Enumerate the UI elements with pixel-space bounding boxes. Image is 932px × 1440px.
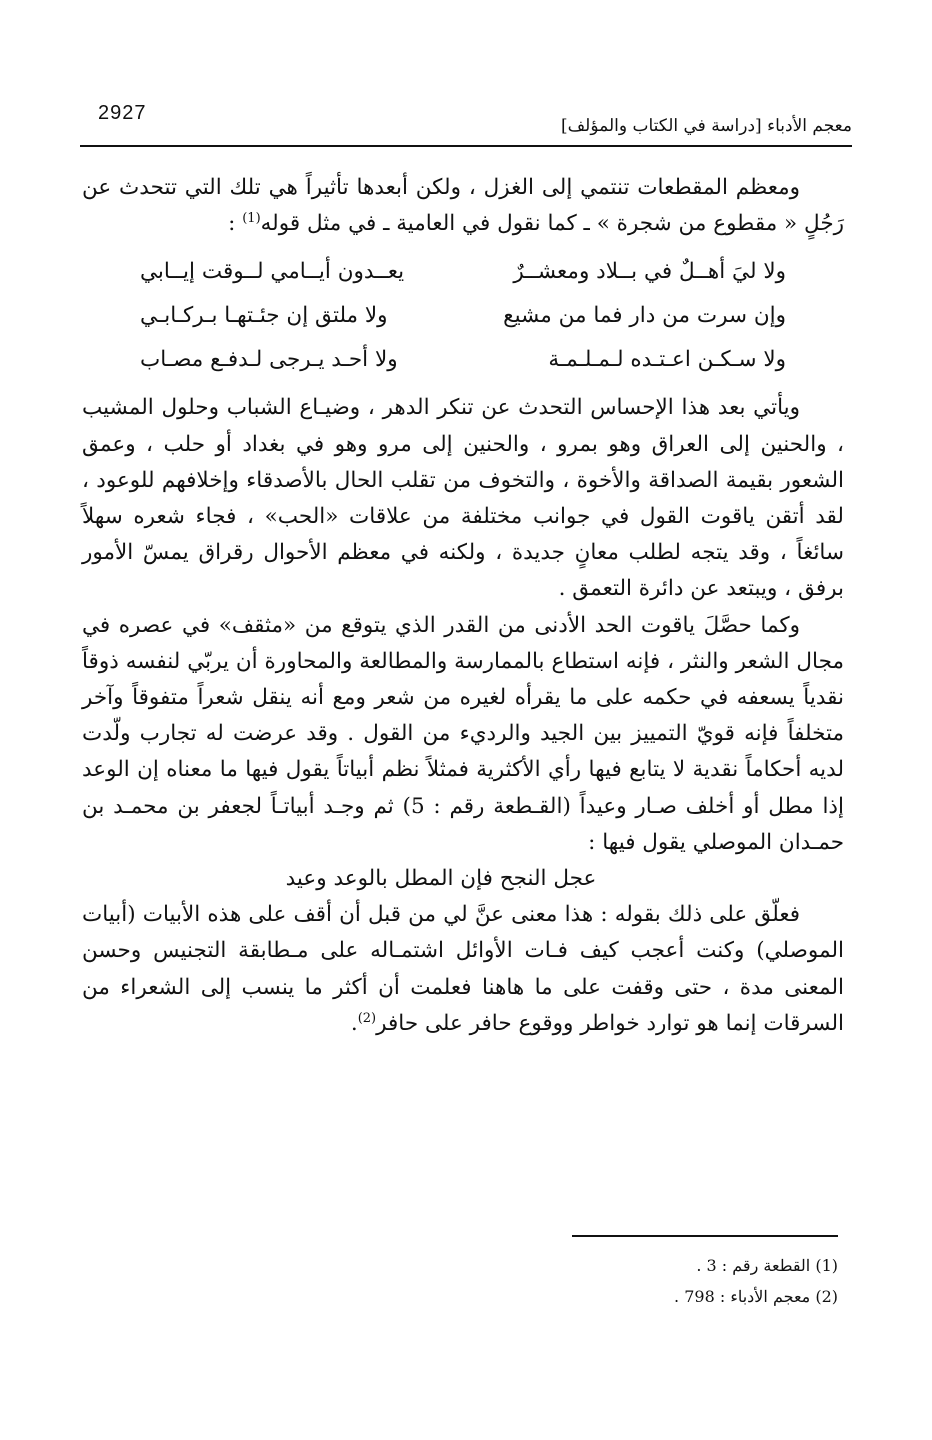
paragraph-4 bbox=[82, 897, 844, 1042]
page-header bbox=[80, 100, 852, 148]
header-rule bbox=[80, 145, 852, 147]
paragraph-4-text: فعلّق على ذلك بقوله : هذا معنى عنَّ لي من قبل أن أقف على هذه الأبيات (أبيات الموصلي) وكنت أعجب كيف فـات الأوائل اشتمـاله على مـطابقة التجنيس وحسن المعنى مدة ، حتى وقفت على ما هاهنا فعلمت أن أكثر ما ينسب إلى الشعراء من السرقات إنما هو توارد خواطر ووقوع حافر على حافر bbox=[82, 902, 844, 1036]
footnotes bbox=[500, 1250, 838, 1312]
paragraph-2: ويأتي بعد هذا الإحساس التحدث عن تنكر الدهر ، وضيـاع الشباب وحلول المشيب ، والحنين إلى العراق وهو بمرو ، والحنين إلى مرو وهو في بغداد أو حلب ، وعمق الشعور بقيمة الصداقة والأخوة ، والتخوف من تقلب الحال بالأصدقاء وإخلافهم للوعود ، لقد أتقن ياقوت القول في جوانب مختلفة من علاقات «الحب» ، فجاء شعره سهلاً سائغاً ، وقد يتجه لطلب معانٍ جديدة ، ولكنه في معظم الأحوال رقراق يمسّ الأمور برفق ، ويبتعد عن دائرة التعمق . bbox=[82, 395, 844, 602]
verse-line bbox=[82, 294, 844, 338]
verse-first-hemistich: ولا ليَ أهــلٌ في بــلاد ومعشــرٌ bbox=[513, 259, 786, 285]
verse-first-hemistich: وإن سرت من دار فما من مشيع bbox=[503, 303, 786, 329]
running-title: معجم الأدباء [دراسة في الكتاب والمؤلف] bbox=[560, 116, 852, 136]
body-text bbox=[82, 170, 844, 1042]
footnote-ref-2: (2) bbox=[357, 1010, 377, 1026]
paragraph-1-text: ومعظم المقطعات تنتمي إلى الغزل ، ولكن أبعدها تأثيراً هي تلك التي تتحدث عن رَجُلٍ « مقطوع من شجرة » ـ كما نقول في العامية ـ في مثل قوله bbox=[82, 175, 844, 237]
verse-line bbox=[82, 338, 844, 382]
page-number: 2927 bbox=[98, 102, 147, 124]
paragraph-1-tail: : bbox=[228, 211, 243, 237]
paragraph-1 bbox=[82, 170, 844, 242]
footnote-2: (2) معجم الأدباء : 798 . bbox=[674, 1287, 838, 1306]
verse-block bbox=[82, 250, 844, 382]
footnote-1: (1) القطعة رقم : 3 . bbox=[696, 1256, 838, 1275]
footnote-rule bbox=[572, 1235, 838, 1237]
footnote-ref-1: (1) bbox=[242, 211, 261, 227]
verse-line bbox=[82, 250, 844, 294]
verse-second-hemistich: يعــدون أيــامي لــوقت إيــابي bbox=[140, 259, 405, 285]
quoted-verse: عجل النجح فإن المطل بالوعد وعيد bbox=[285, 866, 597, 892]
verse-second-hemistich: ولا أحـد يـرجى لـدفـع مصـاب bbox=[140, 347, 398, 373]
paragraph-3: وكما حصَّلَ ياقوت الحد الأدنى من القدر الذي يتوقع من «مثقف» في عصره في مجال الشعر والنثر ، فإنه استطاع بالممارسة والمطالعة والمحاورة أن يربّي لنفسه ذوقاً نقدياً يسعفه في حكمه على ما يقرأه لغيره من شعر ومع أنه ينقل شعراً متفوقاً وآخر متخلفاً فإنه قويّ التمييز بين الجيد والرديء من القول . وقد عرضت له تجارب ولّدت لديه أحكاماً نقدية لا يتابع فيها رأي الأكثرية فمثلاً نظم أبياتاً يقول فيها ما معناه إن الوعد إذا مطل أو أخلف صـار وعيداً (القـطعة رقم : 5) ثم وجـد أبياتـاً لجعفر بن محمـد بن حمـدان الموصلي يقول فيها : bbox=[82, 612, 844, 855]
verse-first-hemistich: ولا سـكـن اعـتـده لـمـلـمـة bbox=[548, 347, 786, 373]
paragraph-4-tail: . bbox=[350, 1010, 358, 1036]
verse-second-hemistich: ولا ملتق إن جئـتهـا بـركـابـي bbox=[140, 303, 388, 329]
